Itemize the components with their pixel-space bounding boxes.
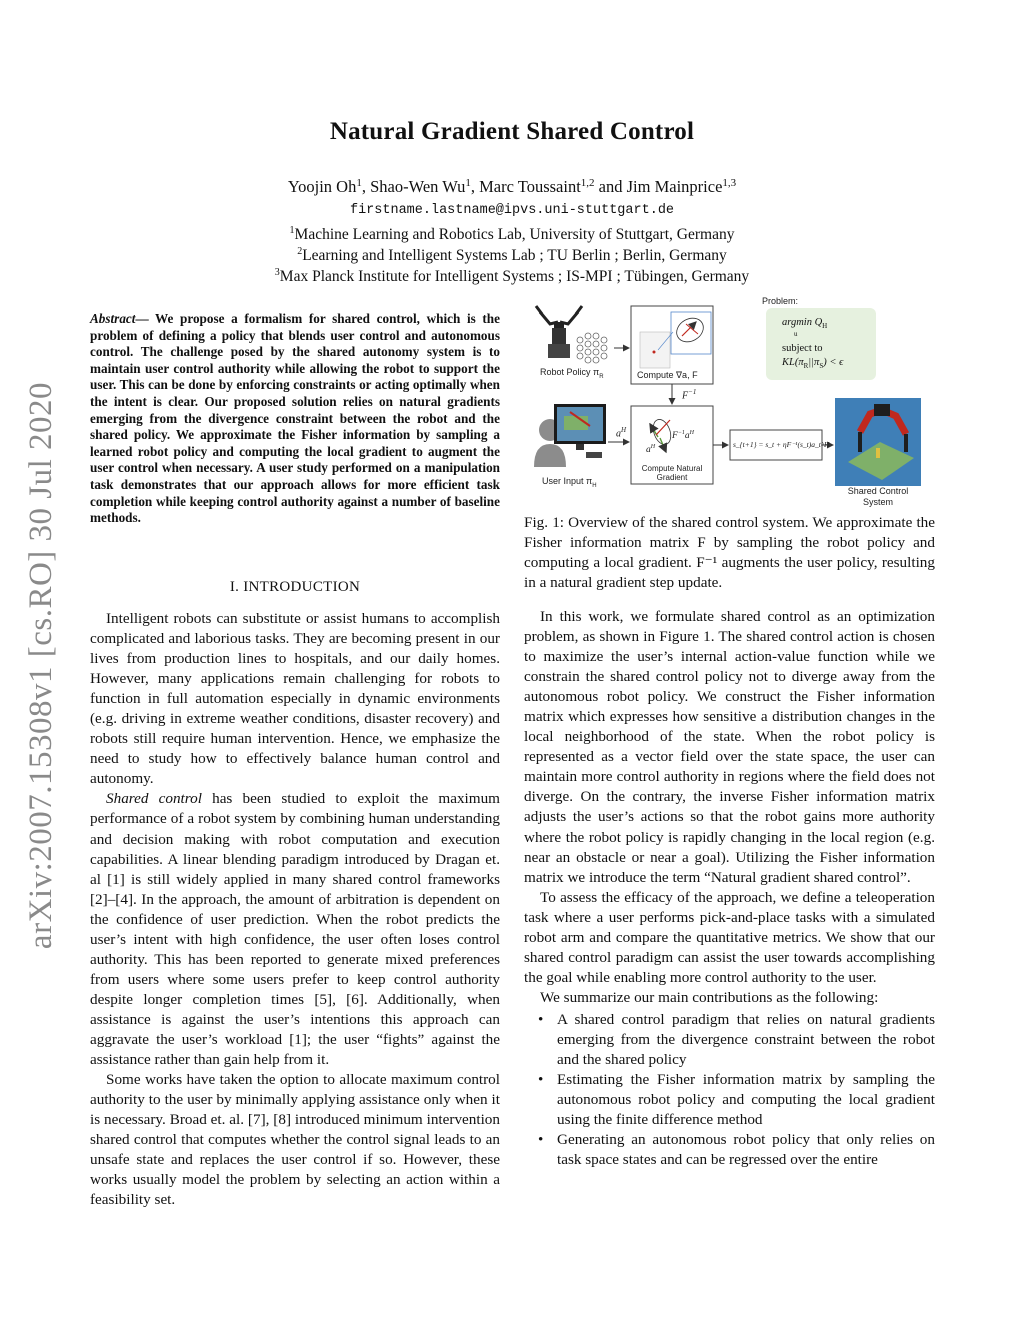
paragraph: We summarize our main contributions as the following: <box>540 988 879 1006</box>
math-sub: H <box>822 322 828 331</box>
list-item <box>524 1010 935 1070</box>
author-separator: , <box>470 177 480 196</box>
caption-label: Fig. 1: <box>524 514 565 531</box>
math-sub: S <box>819 362 824 371</box>
math: KL(π <box>782 357 804 368</box>
subject-to: subject to <box>782 343 823 354</box>
arxiv-watermark <box>22 360 62 970</box>
label-text: Robot Policy π <box>540 367 600 377</box>
figure-caption <box>524 513 935 593</box>
author-name: Yoojin Oh <box>287 177 357 196</box>
math-sup: −1 <box>688 388 697 396</box>
author-affil-mark: 1 <box>465 177 471 189</box>
f-inv-ah-label <box>672 430 694 441</box>
author-affil-mark: 1 <box>356 177 362 189</box>
affil-mark: 1 <box>289 225 295 236</box>
label-line: Compute Natural <box>641 464 703 473</box>
left-column-body <box>90 609 500 1210</box>
paragraph: To assess the efficacy of the approach, we define a teleoperation task where a user performs pick-and-place tasks with a simulated robot arm and compare the quantitative metrics. We show that our shared control paradigm can assist the user towards accomplishing the goal while enabling more control authority to the user. <box>524 888 935 986</box>
problem-box <box>766 308 876 380</box>
list-item-text: A shared control paradigm that relies on natural gradients emerging from the divergence constraint between the robot and the shared policy <box>557 1010 935 1069</box>
author-affil-mark: 1,2 <box>580 177 595 189</box>
right-column-body <box>524 607 935 1170</box>
paragraph: Some works have taken the option to allocate maximum control authority to the user by minimally applying assistance only when it is necessary. Broad et. al. [7], [8] introduced minimum intervention shared control that computes whether the control signal leads to an unsafe state and replaces the user control if so. However, these works usually model the problem by selecting an action within a feasibility set. <box>90 1071 500 1209</box>
math-sup: H <box>689 430 694 436</box>
math: ) < ϵ <box>823 357 844 368</box>
affil-mark: 2 <box>297 246 303 257</box>
abstract <box>90 311 500 527</box>
paragraph: In this work, we formulate shared control as an optimization problem, as shown in Figure 1. The shared control action is chosen to maximize the user’s internal action-value function while we constrain the shared control policy not to diverge away from the autonomous robot policy. We construct the Fisher information matrix which expresses how sensitive a distribution changes in the local neighborhood of the state. When the robot policy is represented as a vector field over the state space, the user can maintain more control authority in regions where the field does not diverge. On the contrary, the inverse Fisher information matrix adjusts the user’s actions so that the robot gains more authority where the robot policy is rapidly changing in the local region (e.g. near an obstacle or near a goal). Utilizing the Fisher information matrix we introduce the term “Natural gradient shared control”. <box>524 608 935 886</box>
label-text: User Input π <box>542 476 593 486</box>
paragraph <box>90 789 500 1070</box>
author-name: Jim Mainprice <box>626 177 723 196</box>
author-name: Shao-Wen Wu <box>370 177 466 196</box>
math-sup: −1 <box>677 430 685 436</box>
affiliation <box>0 267 1024 286</box>
argmin-under: u <box>794 330 798 338</box>
math-sub: R <box>803 362 809 371</box>
contribution-list <box>524 1010 935 1170</box>
label-text: a <box>682 370 688 380</box>
list-item <box>524 1070 935 1130</box>
bullet-icon: • <box>538 1131 544 1149</box>
natural-gradient-label <box>631 464 713 482</box>
a-h-lower-label <box>646 444 655 455</box>
label-line: Gradient <box>656 473 688 482</box>
affiliation <box>0 246 1024 265</box>
affil-text: Machine Learning and Robotics Lab, University of Stuttgart, Germany <box>294 226 735 243</box>
compute-fisher-label <box>637 370 698 381</box>
affiliation <box>0 225 1024 244</box>
label-text: Compute ∇ <box>637 370 683 380</box>
list-item <box>524 1130 935 1170</box>
argmin-line <box>782 316 827 333</box>
paragraph-text: has been studied to exploit the maximum performance of a robot system by combining human understanding and decision making with robot computation and execution capabilities. A linear blending paradigm introduced by Dragan et. al [1] is still widely applied in many shared control frameworks [2]–[4]. In the approach, the amount of arbitration is dependent on the confidence of user prediction. When the robot predicts the user’s intent with high confidence, the user often loses control authority. This has been reported to generate mixed preferences from users where some users prefer to keep control authority despite longer completion times [5], [6]. Additionally, when assistance is against the user’s intentions this approach can aggravate the user’s workload [1]; the user “fights” against the assistance rather than gain help from it. <box>90 790 500 1069</box>
math: ||π <box>808 357 820 368</box>
update-equation: s_{t+1} = s_t + ηF⁻¹(s_t)a_t^H <box>733 440 830 449</box>
math: argmin Q <box>782 317 823 328</box>
affil-text: Learning and Intelligent Systems Lab ; TU Berlin ; Berlin, Germany <box>302 247 727 264</box>
caption-text: Overview of the shared control system. We approximate the Fisher information matrix F by sampling the robot policy and computing a local gradient. F⁻¹ augments the user policy, resulting in a natural gradient step update. <box>524 514 936 592</box>
user-input-label <box>542 476 597 489</box>
math: a <box>646 445 651 456</box>
figure-overview <box>530 292 935 512</box>
list-item-text: Generating an autonomous robot policy that only relies on task space states and can be regressed over the entire <box>557 1131 935 1169</box>
math: F <box>682 390 689 402</box>
math: a <box>616 428 621 440</box>
shared-control-render <box>835 398 921 486</box>
author-email: firstname.lastname@ipvs.uni-stuttgart.de <box>349 203 675 218</box>
list-item-text: Estimating the Fisher information matrix by sampling the autonomous robot policy and computing the local gradient using the finite difference method <box>557 1071 935 1129</box>
a-h-label <box>616 426 626 439</box>
label-line: System <box>862 497 893 507</box>
abstract-label: Abstract <box>90 311 136 326</box>
affil-mark: 3 <box>274 267 280 278</box>
shared-control-label <box>835 486 921 508</box>
author-affil-mark: 1,3 <box>722 177 737 189</box>
abstract-text: We propose a formalism for shared control, which is the problem of defining a policy that blends user control and autonomous control. The challenge posed by the shared autonomy system is to maintain user control authority while allowing the robot to support the user. This can be done by enforcing constraints or acting optimally when the intent is clear. Our proposed solution relies on natural gradients emerging from the divergence constraint between the robot and the shared policy. We approximate the Fisher information by sampling a learned robot policy and computing the local gradient to augment the user control when necessary. A user study performed on a manipulation task demonstrates that our approach allows for more efficient task completion while keeping control authority against a number of baseline methods. <box>90 311 500 526</box>
math-sup: H <box>650 444 656 450</box>
bullet-icon: • <box>538 1010 544 1028</box>
paper-title: Natural Gradient Shared Control <box>329 118 695 145</box>
problem-label: Problem: <box>762 296 799 306</box>
label-sub: R <box>599 373 604 380</box>
author-separator: and <box>594 177 627 196</box>
label-text: , F <box>687 370 698 380</box>
author-separator: , <box>361 177 371 196</box>
robot-policy-label <box>540 367 604 380</box>
user-icon <box>534 404 606 467</box>
label-line: Shared Control <box>847 486 909 496</box>
neural-network-icon <box>577 333 607 363</box>
bullet-icon: • <box>538 1071 544 1089</box>
label-sub: H <box>592 482 597 489</box>
affil-text: Max Planck Institute for Intelligent Systems ; IS-MPI ; Tübingen, Germany <box>279 268 750 285</box>
section-heading: I. INTRODUCTION <box>229 579 361 595</box>
emphasis: Shared control <box>106 790 202 808</box>
abstract-dash: — <box>135 311 156 326</box>
kl-constraint <box>782 356 843 373</box>
f-inverse-label <box>682 388 696 401</box>
math: F <box>672 431 678 442</box>
math: a <box>684 431 690 442</box>
arxiv-id: arXiv:2007.15308v1 [cs.RO] 30 Jul 2020 <box>23 381 60 949</box>
robot-icon <box>536 306 582 358</box>
author-name: Marc Toussaint <box>479 177 581 196</box>
author-list <box>0 177 1024 197</box>
paragraph: Intelligent robots can substitute or assist humans to accomplish complicated and laborious tasks. They are becoming present in our lives from production lines to hospitals, and our daily homes. However, many applications remain challenging for robots to function in full automation especially in dynamic environments (e.g. driving in extreme weather conditions, disaster recovery) and robots still require human intervention. Hence, we emphasize the need to study how to effectively balance human control and autonomy. <box>90 610 500 788</box>
math-sup: H <box>621 426 627 434</box>
